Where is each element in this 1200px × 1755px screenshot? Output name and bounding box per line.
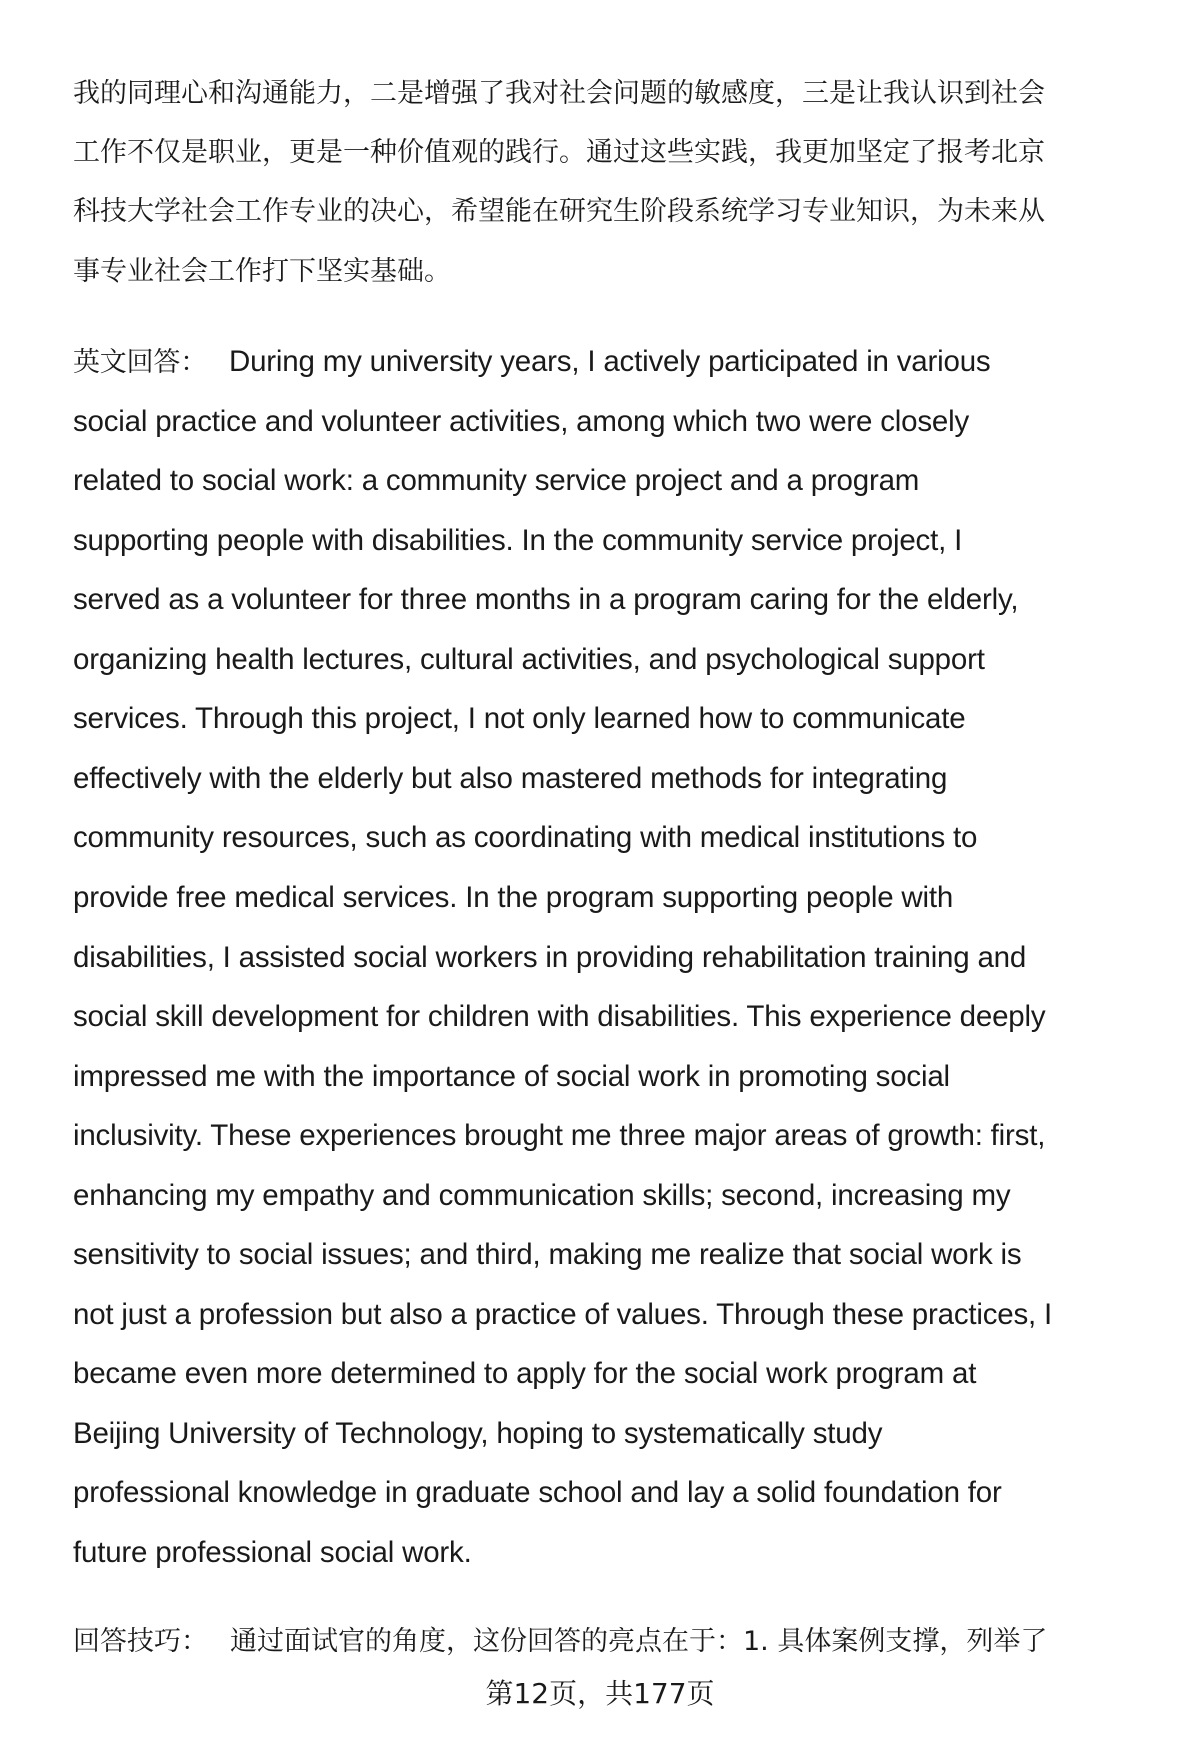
english-answer-text: not just a profession but also a practice of values. Through these practices, I [73, 1297, 1053, 1331]
english-answer-text: sensitivity to social issues; and third, making me realize that social work is [73, 1238, 1022, 1272]
page-indicator: 第12页，共177页 [485, 1677, 715, 1710]
english-answer-text: served as a volunteer for three months in a program caring for the elderly, [73, 583, 1019, 617]
intro-text-line: 工作不仅是职业，更是一种价值观的践行。通过这些实践，我更加坚定了报考北京 [73, 137, 1045, 168]
english-answer-text: organizing health lectures, cultural activities, and psychological support [73, 642, 985, 676]
english-answer-line [73, 868, 953, 928]
english-answer-line [73, 1106, 1045, 1166]
english-answer-line [73, 511, 962, 571]
english-answer-text: services. Through this project, I not only learned how to communicate [73, 702, 966, 736]
english-answer-text: related to social work: a community service project and a program [73, 464, 920, 498]
english-answer-text: enhancing my empathy and communication skills; second, increasing my [73, 1178, 1011, 1212]
english-answer-line [73, 987, 1045, 1047]
english-answer-line [73, 451, 919, 511]
answer-tips-label: 回答技巧： [73, 1626, 208, 1657]
english-answer-text: disabilities, I assisted social workers in providing rehabilitation training and [73, 940, 1027, 974]
english-answer-line [73, 630, 985, 690]
english-answer-line [73, 689, 965, 749]
english-answer-line [73, 1166, 1010, 1226]
english-answer-text: professional knowledge in graduate school and lay a solid foundation for [73, 1476, 1002, 1510]
english-answer-line [73, 1523, 472, 1583]
english-answer-text: impressed me with the importance of social work in promoting social [73, 1059, 950, 1093]
intro-text-line: 事专业社会工作打下坚实基础。 [73, 256, 451, 287]
english-answer-text: During my university years, I actively participated in various [229, 345, 991, 378]
english-answer-line [73, 1047, 950, 1107]
english-answer-line [73, 332, 990, 392]
english-answer-text: inclusivity. These experiences brought me three major areas of growth: first, [73, 1119, 1046, 1153]
english-answer-line [73, 1344, 976, 1404]
english-answer-line [73, 928, 1026, 988]
english-answer-text: effectively with the elderly but also mastered methods for integrating [73, 761, 948, 795]
answer-tips-line [73, 1612, 1047, 1672]
english-answer-label: 英文回答： [73, 347, 207, 378]
english-answer-line [73, 1404, 882, 1464]
english-answer-line [73, 1225, 1021, 1285]
english-answer-text: community resources, such as coordinating with medical institutions to [73, 821, 978, 855]
english-answer-text: future professional social work. [73, 1536, 472, 1569]
english-answer-text: social practice and volunteer activities, among which two were closely [73, 404, 970, 438]
intro-text-line: 科技大学社会工作专业的决心，希望能在研究生阶段系统学习专业知识，为未来从 [73, 196, 1045, 227]
intro-text-line: 我的同理心和沟通能力，二是增强了我对社会问题的敏感度，三是让我认识到社会 [73, 78, 1045, 109]
english-answer-line [73, 1285, 1052, 1345]
answer-tips-text: 通过面试官的角度，这份回答的亮点在于：1. 具体案例支撑，列举了 [230, 1626, 1048, 1657]
english-answer-line [73, 808, 977, 868]
english-answer-text: became even more determined to apply for the social work program at [73, 1357, 977, 1391]
english-answer-line [73, 749, 947, 809]
english-answer-line [73, 392, 969, 452]
english-answer-line [73, 1463, 1002, 1523]
english-answer-text: Beijing University of Technology, hoping to systematically study [73, 1416, 883, 1450]
english-answer-text: social skill development for children with disabilities. This experience deeply [73, 1000, 1046, 1034]
english-answer-line [73, 570, 1018, 630]
english-answer-text: supporting people with disabilities. In the community service project, I [73, 523, 963, 557]
english-answer-text: provide free medical services. In the program supporting people with [73, 880, 954, 914]
